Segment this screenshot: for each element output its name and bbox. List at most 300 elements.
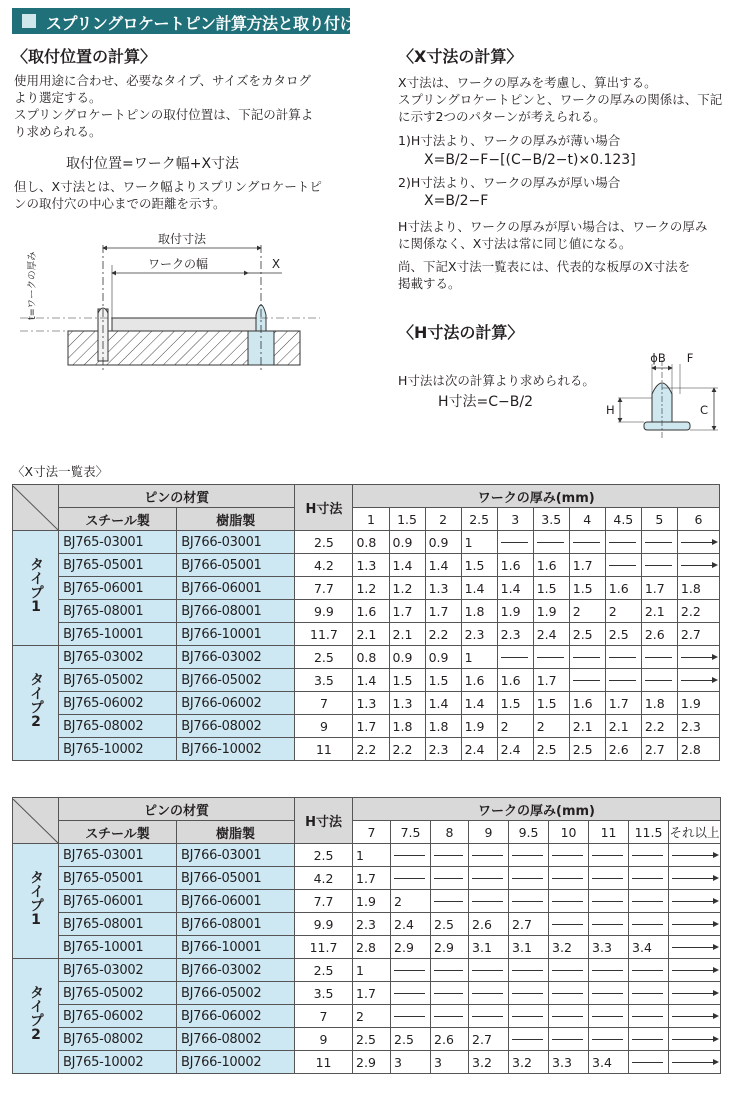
steel-part-number: BJ765-08002 [59,715,177,738]
table-row [13,982,721,1005]
x-value: 1.6 [497,669,533,692]
continuation-arrow [533,646,569,669]
x-value: 2.7 [641,738,677,761]
phiB-label: ϕB [650,351,666,365]
x-value: 3.1 [469,936,509,959]
thickness-col-header: それ以上 [669,821,721,844]
x-value: 2.7 [677,623,719,646]
x-value: 2.5 [353,1028,391,1051]
thickness-col-header: 9 [469,821,509,844]
x-value: 1.4 [425,554,461,577]
thickness-header: ワークの厚み(mm) [353,485,720,508]
x-value: 2.4 [533,623,569,646]
continuation-arrow [569,669,605,692]
steel-part-number: BJ765-05002 [59,669,177,692]
x-value: 1.6 [605,577,641,600]
x-value: 1.5 [533,692,569,715]
x-value: 2.3 [461,623,497,646]
x-value: 1.5 [425,669,461,692]
x-value: 1 [353,959,391,982]
case1-text: 1)H寸法より、ワークの厚みが薄い場合 [398,133,621,148]
continuation-arrow [629,982,669,1005]
x-value: 3.4 [589,1051,629,1074]
continuation-arrow [569,531,605,554]
x-value: 1.4 [425,692,461,715]
resin-part-number: BJ766-05001 [177,867,295,890]
thickness-col-header: 5 [641,508,677,531]
pin-material-header: ピンの材質 [59,798,295,821]
x-value: 2.5 [605,623,641,646]
x-value: 1.7 [425,600,461,623]
continuation-arrow [589,844,629,867]
x-value: 2 [497,715,533,738]
h-value: 2.5 [295,959,353,982]
x-value: 1.7 [533,669,569,692]
h-value: 3.5 [295,669,353,692]
continuation-arrow [677,669,719,692]
x-definition-text: 但し、X寸法とは、ワーク幅よりスプリングロケートピ ンの取付穴の中心までの距離を示す。 [14,179,322,211]
resin-part-number: BJ766-05002 [177,669,295,692]
steel-part-number: BJ765-03002 [59,646,177,669]
steel-part-number: BJ765-05002 [59,982,177,1005]
continuation-arrow [589,890,629,913]
x-value: 1.5 [533,577,569,600]
type-label-text: タイプ2 [28,984,44,1043]
resin-part-number: BJ766-10001 [177,936,295,959]
h-value: 11.7 [295,936,353,959]
continuation-arrow [629,867,669,890]
resin-part-number: BJ766-03002 [177,959,295,982]
continuation-arrow [549,913,589,936]
h-value: 4.2 [295,554,353,577]
mount-position-formula: 取付位置=ワーク幅+X寸法 [66,156,240,172]
continuation-arrow [589,867,629,890]
type-label-text: タイプ1 [28,556,45,615]
x-value: 2.5 [569,623,605,646]
x-value: 1.9 [677,692,719,715]
h-value: 2.5 [295,531,353,554]
continuation-arrow [549,1028,589,1051]
x-value: 1.7 [389,600,425,623]
x-value: 1.7 [353,715,389,738]
resin-part-number: BJ766-06002 [177,1005,295,1028]
continuation-arrow [391,959,431,982]
thickness-col-header: 11 [589,821,629,844]
x-value: 2.4 [391,913,431,936]
continuation-arrow [431,890,469,913]
table2-body [13,798,721,1074]
x-value: 1 [461,531,497,554]
x-value: 2.9 [431,936,469,959]
resin-part-number: BJ766-10002 [177,738,295,761]
thickness-col-header: 8 [431,821,469,844]
continuation-arrow [669,982,721,1005]
continuation-arrow [605,669,641,692]
x-value: 2.2 [353,738,389,761]
continuation-arrow [469,890,509,913]
continuation-arrow [629,844,669,867]
type-label-text: タイプ2 [28,671,45,730]
mount-position-text: 使用用途に合わせ、必要なタイプ、サイズをカタログ より選定する。 スプリングロケートピンの取付位置は、下記の計算よ り求められる。 [14,73,314,139]
continuation-arrow [469,844,509,867]
x-value: 1.5 [389,669,425,692]
h-value: 9.9 [295,600,353,623]
continuation-arrow [391,982,431,1005]
continuation-arrow [469,1005,509,1028]
continuation-arrow [391,867,431,890]
x-value: 1.9 [497,600,533,623]
table-corner-cell [13,485,59,531]
x-value: 3.3 [549,1051,589,1074]
x-value: 0.9 [425,531,461,554]
x-value: 2.2 [389,738,425,761]
thickness-col-header: 11.5 [629,821,669,844]
steel-part-number: BJ765-10001 [59,936,177,959]
steel-part-number: BJ765-06001 [59,577,177,600]
x-value: 2.6 [641,623,677,646]
x-dimension-table-1 [12,484,720,761]
continuation-arrow [629,1051,669,1074]
continuation-arrow [391,1005,431,1028]
continuation-arrow [549,1005,589,1028]
h-value: 7.7 [295,577,353,600]
x-value: 2.5 [391,1028,431,1051]
continuation-arrow [641,531,677,554]
h-value: 3.5 [295,982,353,1005]
h-value: 11 [295,738,353,761]
h-value: 7.7 [295,890,353,913]
x-value: 1.2 [389,577,425,600]
x-value: 2.8 [677,738,719,761]
continuation-arrow [589,982,629,1005]
continuation-arrow [469,867,509,890]
steel-part-number: BJ765-06001 [59,890,177,913]
x-value: 2.4 [497,738,533,761]
continuation-arrow [549,982,589,1005]
section-title: スプリングロケートピン計算方法と取り付け [46,14,356,33]
h-value: 4.2 [295,867,353,890]
continuation-arrow [431,867,469,890]
thickness-col-header: 1.5 [389,508,425,531]
continuation-arrow [549,867,589,890]
steel-part-number: BJ765-08001 [59,913,177,936]
resin-part-number: BJ766-06001 [177,890,295,913]
continuation-arrow [509,890,549,913]
x-value: 3.2 [509,1051,549,1074]
C-label: C [700,403,709,417]
continuation-arrow [509,1028,549,1051]
x-value: 3 [431,1051,469,1074]
table-row [13,936,721,959]
continuation-arrow [669,1005,721,1028]
x-value: 1.3 [425,577,461,600]
section-header [12,8,356,34]
continuation-arrow [629,959,669,982]
continuation-arrow [509,867,549,890]
x-value: 1.2 [353,577,389,600]
table-row [13,913,721,936]
mount-position-heading: 〈取付位置の計算〉 [12,47,157,66]
continuation-arrow [629,1028,669,1051]
resin-header: 樹脂製 [177,508,295,531]
continuation-arrow [497,646,533,669]
x-value: 1 [461,646,497,669]
x-value: 2.4 [461,738,497,761]
continuation-arrow [669,959,721,982]
resin-part-number: BJ766-03001 [177,844,295,867]
resin-part-number: BJ766-08001 [177,913,295,936]
x-value: 0.8 [353,531,389,554]
table-row [13,531,720,554]
resin-header: 樹脂製 [177,821,295,844]
continuation-arrow [641,554,677,577]
x-value: 1.6 [497,554,533,577]
thickness-col-header: 4.5 [605,508,641,531]
table-row [13,844,721,867]
x-value: 1.5 [497,692,533,715]
steel-part-number: BJ765-06002 [59,1005,177,1028]
thickness-col-header: 7.5 [391,821,431,844]
x-value: 3.4 [629,936,669,959]
table-caption: 〈X寸法一覧表〉 [12,464,109,479]
table-row [13,738,720,761]
type-label [13,646,59,761]
case2-formula: X=B/2−F [424,193,489,209]
x-value: 1.5 [461,554,497,577]
steel-part-number: BJ765-05001 [59,867,177,890]
x-value: 2.2 [677,600,719,623]
x-value: 1.4 [353,669,389,692]
resin-part-number: BJ766-03002 [177,646,295,669]
h-dimension-header: H寸法 [295,798,353,844]
case2-text: 2)H寸法より、ワークの厚みが厚い場合 [398,175,621,190]
x-value: 3 [391,1051,431,1074]
steel-header: スチール製 [59,821,177,844]
x-constant-text: H寸法より、ワークの厚みが厚い場合は、ワークの厚み に関係なく、X寸法は常に同じ値になる。 [398,219,708,251]
table-row [13,715,720,738]
table-row [13,890,721,913]
resin-part-number: BJ766-08002 [177,1028,295,1051]
x-value: 1.8 [641,692,677,715]
continuation-arrow [605,554,641,577]
table-row [13,646,720,669]
x-value: 1.9 [461,715,497,738]
h-calc-text: H寸法は次の計算より求められる。 [398,373,595,388]
continuation-arrow [677,531,719,554]
mount-diagram [20,225,320,375]
continuation-arrow [605,646,641,669]
h-value: 9 [295,1028,353,1051]
resin-part-number: BJ766-06001 [177,577,295,600]
type-label [13,959,59,1074]
x-value: 2.2 [425,623,461,646]
x-value: 1.8 [425,715,461,738]
table-row [13,669,720,692]
x-value: 1.8 [461,600,497,623]
h-value: 2.5 [295,646,353,669]
resin-part-number: BJ766-03001 [177,531,295,554]
x-value: 2 [605,600,641,623]
x-value: 2.5 [533,738,569,761]
H-label: H [606,403,615,417]
resin-part-number: BJ766-10001 [177,623,295,646]
steel-part-number: BJ765-10002 [59,1051,177,1074]
continuation-arrow [629,1005,669,1028]
continuation-arrow [669,844,721,867]
resin-part-number: BJ766-06002 [177,692,295,715]
steel-part-number: BJ765-10002 [59,738,177,761]
thickness-col-header: 10 [549,821,589,844]
h-value: 7 [295,1005,353,1028]
x-value: 2.1 [605,715,641,738]
steel-part-number: BJ765-08001 [59,600,177,623]
x-value: 2.8 [353,936,391,959]
x-value: 1.4 [461,577,497,600]
thickness-col-header: 7 [353,821,391,844]
h-value: 7 [295,692,353,715]
x-value: 1.3 [353,692,389,715]
thickness-header: ワークの厚み(mm) [353,798,721,821]
continuation-arrow [469,959,509,982]
h-value: 11 [295,1051,353,1074]
x-value: 1.6 [533,554,569,577]
x-value: 1.6 [353,600,389,623]
F-label: F [686,351,694,365]
h-value: 9 [295,715,353,738]
x-calc-heading: 〈X寸法の計算〉 [398,47,523,66]
steel-part-number: BJ765-03002 [59,959,177,982]
continuation-arrow [431,959,469,982]
table-row [13,600,720,623]
x-value: 2 [391,890,431,913]
continuation-arrow [533,531,569,554]
steel-part-number: BJ765-05001 [59,554,177,577]
x-value: 0.9 [425,646,461,669]
continuation-arrow [431,1005,469,1028]
thickness-col-header: 6 [677,508,719,531]
continuation-arrow [629,890,669,913]
table-corner-cell [13,798,59,844]
thickness-col-header: 3 [497,508,533,531]
x-value: 0.9 [389,646,425,669]
thickness-col-header: 1 [353,508,389,531]
x-value: 1.5 [569,577,605,600]
table-row [13,623,720,646]
h-formula: H寸法=C−B/2 [438,394,533,410]
x-dimension-label: X [271,257,281,271]
x-value: 1.8 [389,715,425,738]
resin-part-number: BJ766-10002 [177,1051,295,1074]
pin-material-header: ピンの材質 [59,485,295,508]
x-value: 2 [353,1005,391,1028]
type-label [13,844,59,959]
x-value: 1 [353,844,391,867]
x-value: 1.9 [353,890,391,913]
resin-part-number: BJ766-05002 [177,982,295,1005]
steel-part-number: BJ765-03001 [59,844,177,867]
continuation-arrow [549,890,589,913]
thickness-col-header: 2.5 [461,508,497,531]
continuation-arrow [669,1028,721,1051]
steel-header: スチール製 [59,508,177,531]
thickness-label: t=ワークの厚み [27,251,38,320]
type-label-text: タイプ1 [28,869,44,928]
table-row [13,692,720,715]
x-value: 3.1 [509,936,549,959]
x-value: 1.7 [353,867,391,890]
continuation-arrow [669,913,721,936]
continuation-arrow [391,844,431,867]
continuation-arrow [641,669,677,692]
continuation-arrow [509,844,549,867]
x-value: 3.2 [549,936,589,959]
h-value: 9.9 [295,913,353,936]
h-calc-heading: 〈H寸法の計算〉 [398,323,524,342]
x-value: 2.7 [469,1028,509,1051]
thickness-col-header: 3.5 [533,508,569,531]
thickness-col-header: 2 [425,508,461,531]
resin-part-number: BJ766-08002 [177,715,295,738]
continuation-arrow [509,1005,549,1028]
continuation-arrow [589,1005,629,1028]
continuation-arrow [509,959,549,982]
continuation-arrow [669,867,721,890]
x-value: 3.2 [469,1051,509,1074]
x-value: 1.4 [461,692,497,715]
x-value: 1.8 [677,577,719,600]
continuation-arrow [509,982,549,1005]
steel-part-number: BJ765-06002 [59,692,177,715]
x-value: 2.6 [605,738,641,761]
x-value: 1.6 [461,669,497,692]
x-value: 2.3 [353,913,391,936]
x-value: 3.3 [589,936,629,959]
table-row [13,577,720,600]
continuation-arrow [549,844,589,867]
x-value: 2.1 [641,600,677,623]
x-value: 2.6 [431,1028,469,1051]
table-row [13,867,721,890]
continuation-arrow [669,1051,721,1074]
x-value: 1.4 [389,554,425,577]
table-row [13,1005,721,1028]
x-value: 2.2 [641,715,677,738]
x-value: 1.4 [497,577,533,600]
continuation-arrow [589,913,629,936]
x-value: 1.3 [389,692,425,715]
continuation-arrow [677,646,719,669]
x-value: 1.9 [533,600,569,623]
thickness-col-header: 4 [569,508,605,531]
continuation-arrow [641,646,677,669]
x-value: 2.7 [509,913,549,936]
h-dimension-header: H寸法 [295,485,353,531]
table-row [13,554,720,577]
resin-part-number: BJ766-05001 [177,554,295,577]
x-value: 2.9 [391,936,431,959]
continuation-arrow [669,936,721,959]
table-row [13,959,721,982]
x-value: 0.9 [389,531,425,554]
work-width-label: ワークの幅 [147,257,209,271]
x-value: 2.1 [569,715,605,738]
continuation-arrow [589,959,629,982]
continuation-arrow [677,554,719,577]
x-value: 2.1 [353,623,389,646]
steel-part-number: BJ765-08002 [59,1028,177,1051]
continuation-arrow [469,982,509,1005]
steel-part-number: BJ765-10001 [59,623,177,646]
